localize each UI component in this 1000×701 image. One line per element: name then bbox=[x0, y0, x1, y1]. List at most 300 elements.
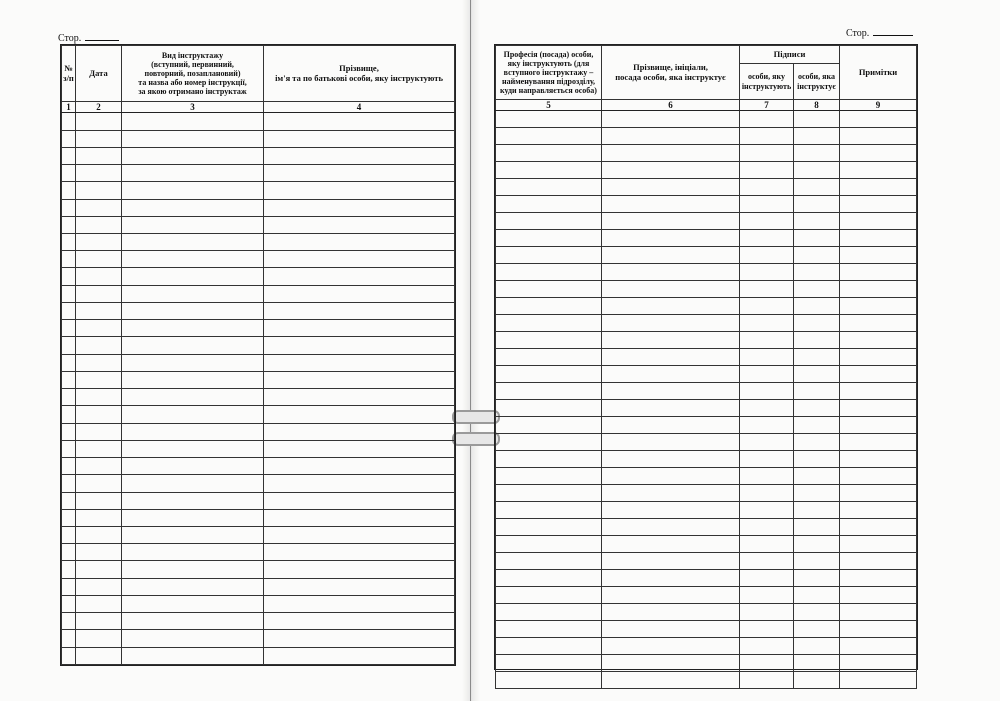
left-table-cell[interactable] bbox=[62, 216, 76, 233]
right-table-cell[interactable] bbox=[496, 638, 602, 655]
left-table-cell[interactable] bbox=[62, 354, 76, 371]
right-table-cell[interactable] bbox=[496, 672, 602, 689]
left-table-cell[interactable] bbox=[62, 268, 76, 285]
left-table-cell[interactable] bbox=[76, 458, 122, 475]
right-table-cell[interactable] bbox=[602, 451, 740, 468]
right-table-cell[interactable] bbox=[840, 655, 917, 672]
left-table-cell[interactable] bbox=[76, 630, 122, 647]
right-table-cell[interactable] bbox=[496, 128, 602, 145]
right-table-cell[interactable] bbox=[794, 111, 840, 128]
left-table-cell[interactable] bbox=[264, 578, 455, 595]
right-table-cell[interactable] bbox=[794, 553, 840, 570]
left-table-cell[interactable] bbox=[264, 354, 455, 371]
right-table-cell[interactable] bbox=[496, 570, 602, 587]
right-table-cell[interactable] bbox=[840, 383, 917, 400]
right-table-cell[interactable] bbox=[840, 638, 917, 655]
left-table-row bbox=[62, 268, 455, 285]
right-table-cell[interactable] bbox=[740, 332, 794, 349]
left-table-cell[interactable] bbox=[264, 199, 455, 216]
left-table-cell[interactable] bbox=[122, 216, 264, 233]
right-table-cell[interactable] bbox=[602, 536, 740, 553]
right-table-cell[interactable] bbox=[740, 400, 794, 417]
right-table-cell[interactable] bbox=[794, 570, 840, 587]
right-table-cell[interactable] bbox=[794, 434, 840, 451]
right-table-cell[interactable] bbox=[602, 434, 740, 451]
right-table-cell[interactable] bbox=[794, 451, 840, 468]
right-table-cell[interactable] bbox=[602, 468, 740, 485]
right-table-cell[interactable] bbox=[794, 145, 840, 162]
right-table-cell[interactable] bbox=[794, 281, 840, 298]
left-table-cell[interactable] bbox=[76, 233, 122, 250]
left-table-cell[interactable] bbox=[264, 509, 455, 526]
left-table-cell[interactable] bbox=[76, 285, 122, 302]
right-table-cell[interactable] bbox=[496, 111, 602, 128]
right-table-cell[interactable] bbox=[602, 332, 740, 349]
right-table-cell[interactable] bbox=[602, 281, 740, 298]
right-table-cell[interactable] bbox=[794, 621, 840, 638]
right-table-cell[interactable] bbox=[496, 264, 602, 281]
right-table-cell[interactable] bbox=[840, 451, 917, 468]
right-table-cell[interactable] bbox=[840, 536, 917, 553]
right-table-cell[interactable] bbox=[602, 587, 740, 604]
right-table-cell[interactable] bbox=[794, 315, 840, 332]
right-table-cell[interactable] bbox=[740, 655, 794, 672]
right-table-cell[interactable] bbox=[740, 128, 794, 145]
right-table-cell[interactable] bbox=[496, 655, 602, 672]
left-table-cell[interactable] bbox=[62, 233, 76, 250]
right-table-cell[interactable] bbox=[740, 451, 794, 468]
left-table-cell[interactable] bbox=[264, 233, 455, 250]
left-table-cell[interactable] bbox=[62, 302, 76, 319]
left-table-cell[interactable] bbox=[122, 182, 264, 199]
right-table-cell[interactable] bbox=[602, 417, 740, 434]
left-table-cell[interactable] bbox=[264, 302, 455, 319]
left-table-cell[interactable] bbox=[62, 389, 76, 406]
right-table-cell[interactable] bbox=[602, 179, 740, 196]
right-table-cell[interactable] bbox=[794, 196, 840, 213]
right-table-cell[interactable] bbox=[740, 213, 794, 230]
left-table-cell[interactable] bbox=[122, 302, 264, 319]
right-table-cell[interactable] bbox=[740, 519, 794, 536]
left-table-cell[interactable] bbox=[62, 165, 76, 182]
right-table-cell[interactable] bbox=[602, 145, 740, 162]
right-table-cell[interactable] bbox=[794, 349, 840, 366]
left-table-cell[interactable] bbox=[264, 320, 455, 337]
left-table-cell[interactable] bbox=[76, 647, 122, 664]
right-table-cell[interactable] bbox=[602, 621, 740, 638]
left-table-cell[interactable] bbox=[62, 182, 76, 199]
left-table-cell[interactable] bbox=[76, 578, 122, 595]
right-table-cell[interactable] bbox=[740, 162, 794, 179]
right-table-cell[interactable] bbox=[794, 417, 840, 434]
left-table-cell[interactable] bbox=[62, 613, 76, 630]
right-table-cell[interactable] bbox=[840, 145, 917, 162]
right-table-cell[interactable] bbox=[840, 672, 917, 689]
right-table-cell[interactable] bbox=[496, 162, 602, 179]
right-table-cell[interactable] bbox=[840, 366, 917, 383]
right-table-cell[interactable] bbox=[794, 230, 840, 247]
left-table-cell[interactable] bbox=[76, 113, 122, 130]
left-table-cell[interactable] bbox=[264, 406, 455, 423]
left-table-cell[interactable] bbox=[122, 458, 264, 475]
left-table-cell[interactable] bbox=[62, 458, 76, 475]
right-table-cell[interactable] bbox=[794, 519, 840, 536]
right-table-cell[interactable] bbox=[496, 145, 602, 162]
right-table-cell[interactable] bbox=[496, 366, 602, 383]
left-table-cell[interactable] bbox=[122, 268, 264, 285]
left-table-cell[interactable] bbox=[62, 561, 76, 578]
right-table-cell[interactable] bbox=[496, 434, 602, 451]
right-table-cell[interactable] bbox=[840, 111, 917, 128]
left-table-cell[interactable] bbox=[264, 647, 455, 664]
right-table-cell[interactable] bbox=[740, 145, 794, 162]
left-table-cell[interactable] bbox=[62, 251, 76, 268]
left-table-cell[interactable] bbox=[264, 147, 455, 164]
right-table-cell[interactable] bbox=[496, 298, 602, 315]
left-table-cell[interactable] bbox=[122, 526, 264, 543]
right-table-cell[interactable] bbox=[496, 485, 602, 502]
right-table-cell[interactable] bbox=[496, 230, 602, 247]
left-table-cell[interactable] bbox=[122, 544, 264, 561]
right-table-cell[interactable] bbox=[602, 196, 740, 213]
right-table-cell[interactable] bbox=[496, 196, 602, 213]
left-table-cell[interactable] bbox=[264, 285, 455, 302]
right-table-cell[interactable] bbox=[496, 179, 602, 196]
right-table-cell[interactable] bbox=[840, 553, 917, 570]
right-table-cell[interactable] bbox=[740, 502, 794, 519]
left-table-cell[interactable] bbox=[122, 613, 264, 630]
right-table-cell[interactable] bbox=[602, 485, 740, 502]
left-table-cell[interactable] bbox=[122, 406, 264, 423]
left-table-cell[interactable] bbox=[76, 165, 122, 182]
left-table-cell[interactable] bbox=[76, 440, 122, 457]
right-table-cell[interactable] bbox=[740, 587, 794, 604]
left-table-cell[interactable] bbox=[264, 595, 455, 612]
left-table-cell[interactable] bbox=[264, 423, 455, 440]
right-table-cell[interactable] bbox=[740, 621, 794, 638]
right-table-cell[interactable] bbox=[740, 536, 794, 553]
right-table-cell[interactable] bbox=[496, 315, 602, 332]
right-table-cell[interactable] bbox=[602, 570, 740, 587]
right-table-cell[interactable] bbox=[794, 332, 840, 349]
left-table-cell[interactable] bbox=[264, 561, 455, 578]
right-table-cell[interactable] bbox=[602, 298, 740, 315]
left-table-cell[interactable] bbox=[62, 595, 76, 612]
left-table-cell[interactable] bbox=[76, 423, 122, 440]
right-table-cell[interactable] bbox=[496, 621, 602, 638]
left-table-cell[interactable] bbox=[76, 216, 122, 233]
right-table-cell[interactable] bbox=[840, 349, 917, 366]
left-table-cell[interactable] bbox=[76, 526, 122, 543]
right-table-cell[interactable] bbox=[496, 536, 602, 553]
right-table-cell[interactable] bbox=[840, 213, 917, 230]
left-table-cell[interactable] bbox=[76, 130, 122, 147]
right-table-cell[interactable] bbox=[496, 349, 602, 366]
left-table-cell[interactable] bbox=[264, 613, 455, 630]
left-table-cell[interactable] bbox=[264, 371, 455, 388]
right-table-cell[interactable] bbox=[496, 553, 602, 570]
right-table-cell[interactable] bbox=[840, 281, 917, 298]
right-table-cell[interactable] bbox=[496, 332, 602, 349]
left-table-cell[interactable] bbox=[76, 389, 122, 406]
right-table-cell[interactable] bbox=[740, 468, 794, 485]
left-table-cell[interactable] bbox=[122, 423, 264, 440]
right-table-cell[interactable] bbox=[794, 604, 840, 621]
left-table-cell[interactable] bbox=[264, 475, 455, 492]
right-table-cell[interactable] bbox=[740, 383, 794, 400]
left-table-cell[interactable] bbox=[76, 492, 122, 509]
right-table-cell[interactable] bbox=[840, 400, 917, 417]
right-table-cell[interactable] bbox=[496, 247, 602, 264]
right-table-cell[interactable] bbox=[496, 587, 602, 604]
right-table-cell[interactable] bbox=[840, 264, 917, 281]
left-table-cell[interactable] bbox=[62, 423, 76, 440]
left-table-cell[interactable] bbox=[122, 320, 264, 337]
right-table-cell[interactable] bbox=[840, 332, 917, 349]
left-table-cell[interactable] bbox=[62, 492, 76, 509]
left-table-cell[interactable] bbox=[122, 492, 264, 509]
right-table-cell[interactable] bbox=[794, 162, 840, 179]
right-table-cell[interactable] bbox=[840, 230, 917, 247]
right-table-cell[interactable] bbox=[740, 179, 794, 196]
left-table-cell[interactable] bbox=[264, 526, 455, 543]
right-table-cell[interactable] bbox=[602, 519, 740, 536]
left-table-cell[interactable] bbox=[76, 509, 122, 526]
right-table-cell[interactable] bbox=[840, 196, 917, 213]
left-table-cell[interactable] bbox=[122, 595, 264, 612]
right-table-cell[interactable] bbox=[794, 672, 840, 689]
right-table-cell[interactable] bbox=[496, 519, 602, 536]
left-table-cell[interactable] bbox=[122, 630, 264, 647]
right-table-cell[interactable] bbox=[740, 315, 794, 332]
left-table-cell[interactable] bbox=[122, 371, 264, 388]
right-table-cell[interactable] bbox=[602, 213, 740, 230]
left-table-cell[interactable] bbox=[62, 337, 76, 354]
right-table-cell[interactable] bbox=[740, 281, 794, 298]
right-table-cell[interactable] bbox=[602, 162, 740, 179]
right-table-cell[interactable] bbox=[602, 400, 740, 417]
left-table-cell[interactable] bbox=[122, 354, 264, 371]
right-table-cell[interactable] bbox=[794, 213, 840, 230]
left-table-cell[interactable] bbox=[76, 595, 122, 612]
left-table-cell[interactable] bbox=[122, 440, 264, 457]
left-table-cell[interactable] bbox=[76, 406, 122, 423]
right-table-cell[interactable] bbox=[840, 587, 917, 604]
left-table-cell[interactable] bbox=[62, 578, 76, 595]
right-table-cell[interactable] bbox=[740, 230, 794, 247]
left-table-cell[interactable] bbox=[264, 182, 455, 199]
left-table-cell[interactable] bbox=[264, 216, 455, 233]
left-table-cell[interactable] bbox=[62, 440, 76, 457]
right-table-cell[interactable] bbox=[602, 553, 740, 570]
right-table-cell[interactable] bbox=[740, 247, 794, 264]
right-table-cell[interactable] bbox=[840, 298, 917, 315]
left-table-cell[interactable] bbox=[62, 371, 76, 388]
right-table-cell[interactable] bbox=[496, 502, 602, 519]
left-table-cell[interactable] bbox=[264, 630, 455, 647]
left-table-cell[interactable] bbox=[62, 406, 76, 423]
right-table-cell[interactable] bbox=[794, 383, 840, 400]
right-table-cell[interactable] bbox=[794, 485, 840, 502]
left-table-cell[interactable] bbox=[62, 526, 76, 543]
right-table-cell[interactable] bbox=[840, 604, 917, 621]
left-table-cell[interactable] bbox=[76, 475, 122, 492]
left-table-cell[interactable] bbox=[62, 544, 76, 561]
right-table-cell[interactable] bbox=[496, 400, 602, 417]
left-table-cell[interactable] bbox=[76, 147, 122, 164]
right-table-cell[interactable] bbox=[794, 655, 840, 672]
left-table-cell[interactable] bbox=[62, 147, 76, 164]
left-table-cell[interactable] bbox=[264, 337, 455, 354]
left-table-cell[interactable] bbox=[122, 147, 264, 164]
right-table-cell[interactable] bbox=[740, 264, 794, 281]
right-table-cell[interactable] bbox=[740, 434, 794, 451]
right-table-cell[interactable] bbox=[496, 417, 602, 434]
left-table-cell[interactable] bbox=[122, 578, 264, 595]
left-table-cell[interactable] bbox=[76, 544, 122, 561]
left-table-cell[interactable] bbox=[264, 440, 455, 457]
left-table-cell[interactable] bbox=[122, 199, 264, 216]
left-table-cell[interactable] bbox=[264, 544, 455, 561]
left-table-cell[interactable] bbox=[76, 199, 122, 216]
left-table-cell[interactable] bbox=[62, 113, 76, 130]
left-table-cell[interactable] bbox=[62, 647, 76, 664]
left-table-cell[interactable] bbox=[62, 285, 76, 302]
right-table-cell[interactable] bbox=[840, 179, 917, 196]
left-table-cell[interactable] bbox=[122, 509, 264, 526]
right-table-cell[interactable] bbox=[840, 468, 917, 485]
right-table-cell[interactable] bbox=[794, 366, 840, 383]
right-table-cell[interactable] bbox=[794, 264, 840, 281]
right-table-cell[interactable] bbox=[602, 383, 740, 400]
left-table-cell[interactable] bbox=[62, 320, 76, 337]
left-table-cell[interactable] bbox=[122, 130, 264, 147]
left-table-cell[interactable] bbox=[264, 113, 455, 130]
left-table-cell[interactable] bbox=[122, 647, 264, 664]
left-table-cell[interactable] bbox=[264, 492, 455, 509]
left-table-cell[interactable] bbox=[76, 320, 122, 337]
left-table-cell[interactable] bbox=[264, 268, 455, 285]
right-table-cell[interactable] bbox=[740, 298, 794, 315]
right-table-cell[interactable] bbox=[496, 213, 602, 230]
left-table-cell[interactable] bbox=[76, 561, 122, 578]
left-table-cell[interactable] bbox=[62, 199, 76, 216]
right-table-cell[interactable] bbox=[840, 128, 917, 145]
right-table-cell[interactable] bbox=[840, 570, 917, 587]
right-table-cell[interactable] bbox=[740, 196, 794, 213]
left-table-cell[interactable] bbox=[122, 475, 264, 492]
left-table-cell[interactable] bbox=[264, 458, 455, 475]
left-table-cell[interactable] bbox=[62, 630, 76, 647]
left-table-cell[interactable] bbox=[76, 613, 122, 630]
right-table-cell[interactable] bbox=[602, 247, 740, 264]
left-table-cell[interactable] bbox=[122, 561, 264, 578]
left-table-cell[interactable] bbox=[264, 130, 455, 147]
right-table-cell[interactable] bbox=[496, 281, 602, 298]
right-table-cell[interactable] bbox=[740, 604, 794, 621]
right-table-cell[interactable] bbox=[794, 247, 840, 264]
left-table-cell[interactable] bbox=[76, 371, 122, 388]
right-table-cell[interactable] bbox=[496, 468, 602, 485]
right-table-cell[interactable] bbox=[740, 111, 794, 128]
right-table-cell[interactable] bbox=[840, 434, 917, 451]
left-table-cell[interactable] bbox=[62, 475, 76, 492]
right-table-cell[interactable] bbox=[602, 604, 740, 621]
right-table-cell[interactable] bbox=[602, 128, 740, 145]
right-table-cell[interactable] bbox=[794, 400, 840, 417]
left-table-cell[interactable] bbox=[76, 337, 122, 354]
right-table-cell[interactable] bbox=[740, 570, 794, 587]
right-table-cell[interactable] bbox=[740, 349, 794, 366]
left-table-cell[interactable] bbox=[76, 251, 122, 268]
left-table-cell[interactable] bbox=[62, 130, 76, 147]
right-table-cell[interactable] bbox=[840, 162, 917, 179]
right-table-cell[interactable] bbox=[496, 604, 602, 621]
left-table-cell[interactable] bbox=[122, 233, 264, 250]
right-table-cell[interactable] bbox=[794, 502, 840, 519]
right-table-cell[interactable] bbox=[740, 485, 794, 502]
right-table-cell[interactable] bbox=[740, 638, 794, 655]
right-table-cell[interactable] bbox=[602, 672, 740, 689]
right-table-cell[interactable] bbox=[602, 638, 740, 655]
right-table-cell[interactable] bbox=[794, 638, 840, 655]
right-table-cell[interactable] bbox=[496, 383, 602, 400]
right-table-cell[interactable] bbox=[602, 349, 740, 366]
right-table-cell[interactable] bbox=[496, 451, 602, 468]
left-table-cell[interactable] bbox=[122, 251, 264, 268]
left-table-cell[interactable] bbox=[122, 337, 264, 354]
right-table-cell[interactable] bbox=[602, 230, 740, 247]
left-table-cell[interactable] bbox=[264, 251, 455, 268]
right-table-cell[interactable] bbox=[794, 298, 840, 315]
left-table-cell[interactable] bbox=[264, 389, 455, 406]
left-table-cell[interactable] bbox=[76, 182, 122, 199]
right-table-cell[interactable] bbox=[840, 519, 917, 536]
left-table-cell[interactable] bbox=[76, 268, 122, 285]
right-table-cell[interactable] bbox=[794, 536, 840, 553]
right-table-cell[interactable] bbox=[740, 366, 794, 383]
left-table-cell[interactable] bbox=[122, 285, 264, 302]
left-table-cell[interactable] bbox=[264, 165, 455, 182]
left-table-cell[interactable] bbox=[76, 354, 122, 371]
left-table-cell[interactable] bbox=[122, 113, 264, 130]
left-table-cell[interactable] bbox=[122, 389, 264, 406]
right-table-cell[interactable] bbox=[602, 264, 740, 281]
right-table-cell[interactable] bbox=[840, 621, 917, 638]
left-table-cell[interactable] bbox=[122, 165, 264, 182]
left-table-row bbox=[62, 182, 455, 199]
left-table-cell[interactable] bbox=[76, 302, 122, 319]
right-table-cell[interactable] bbox=[740, 672, 794, 689]
right-table-cell[interactable] bbox=[740, 553, 794, 570]
right-table-cell[interactable] bbox=[602, 315, 740, 332]
right-table-cell[interactable] bbox=[840, 417, 917, 434]
right-table-cell[interactable] bbox=[840, 485, 917, 502]
right-table-cell[interactable] bbox=[740, 417, 794, 434]
right-table-cell[interactable] bbox=[794, 179, 840, 196]
right-table-cell[interactable] bbox=[602, 111, 740, 128]
right-table-cell[interactable] bbox=[794, 128, 840, 145]
right-table-cell[interactable] bbox=[602, 366, 740, 383]
right-table-cell[interactable] bbox=[840, 502, 917, 519]
right-table-cell[interactable] bbox=[794, 468, 840, 485]
right-table-cell[interactable] bbox=[840, 247, 917, 264]
left-table-cell[interactable] bbox=[62, 509, 76, 526]
right-table-cell[interactable] bbox=[794, 587, 840, 604]
right-table-cell[interactable] bbox=[602, 655, 740, 672]
right-table-cell[interactable] bbox=[840, 315, 917, 332]
right-table-cell[interactable] bbox=[602, 502, 740, 519]
